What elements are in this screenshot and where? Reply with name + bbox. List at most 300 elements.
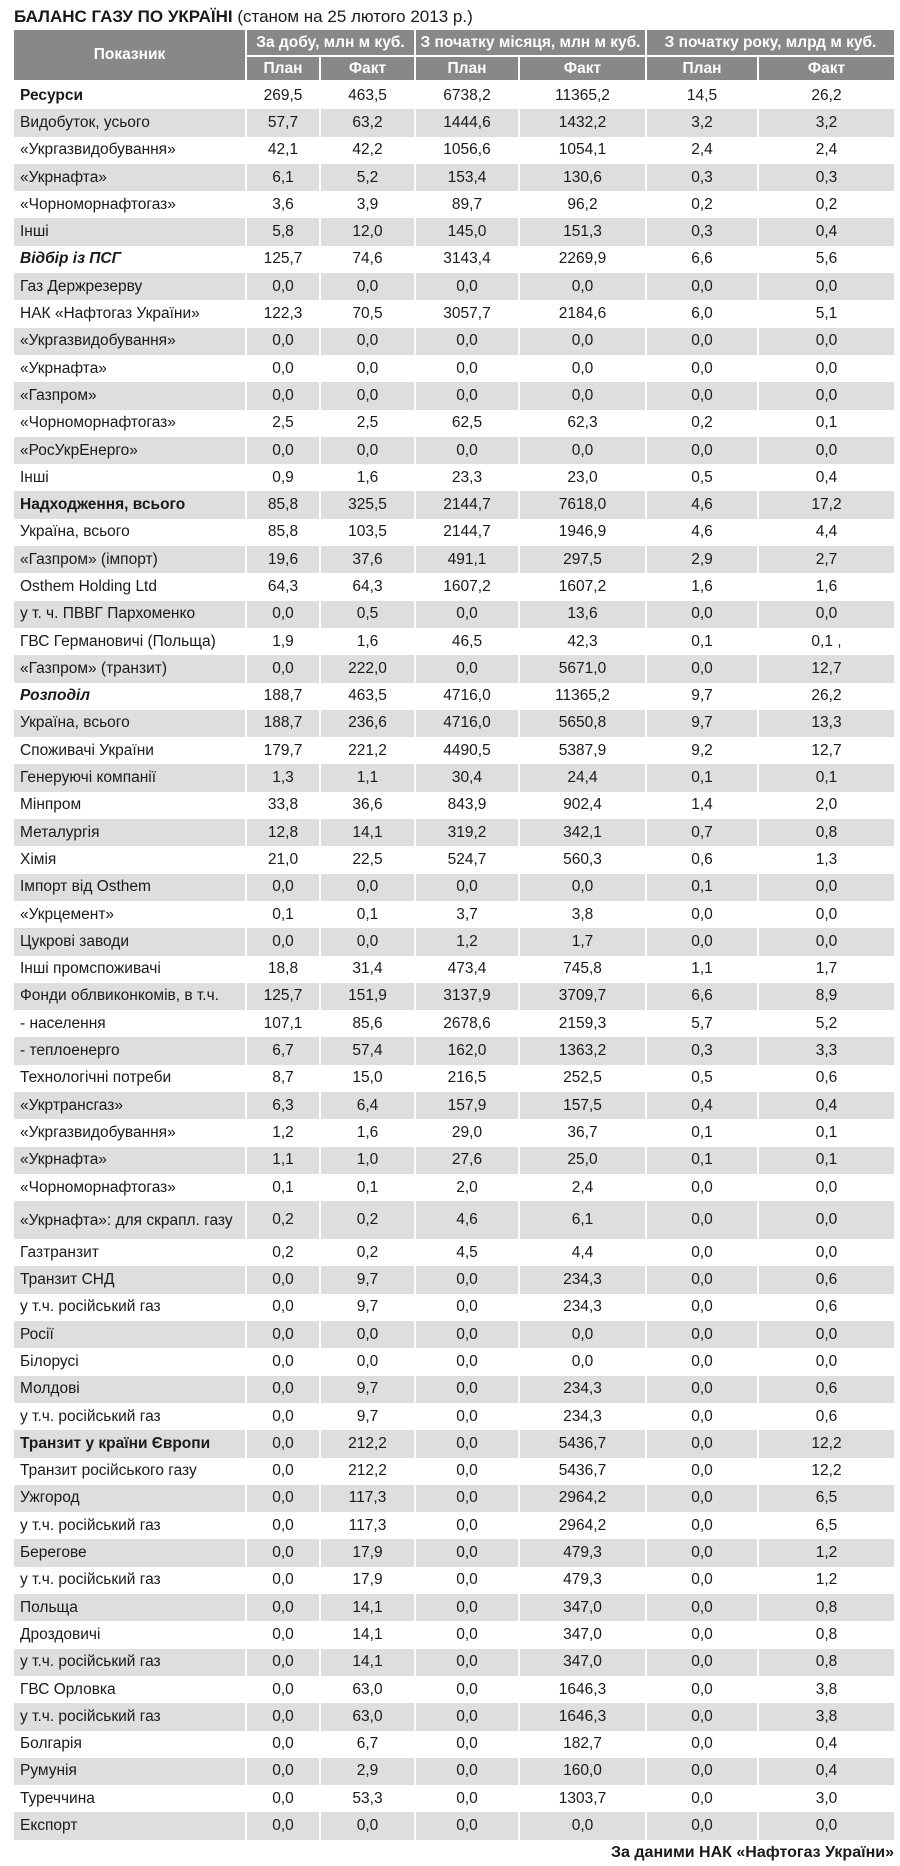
cell-year-plan: 0,0 bbox=[646, 1758, 758, 1785]
table-row bbox=[14, 956, 894, 983]
cell-year-fact: 0,0 bbox=[758, 1201, 894, 1239]
table-row bbox=[14, 737, 894, 764]
cell-month-fact: 2,4 bbox=[519, 1174, 646, 1201]
cell-day-fact: 222,0 bbox=[320, 655, 415, 682]
cell-month-plan: 89,7 bbox=[415, 191, 519, 218]
cell-month-fact: 0,0 bbox=[519, 874, 646, 901]
cell-day-fact: 64,3 bbox=[320, 573, 415, 600]
cell-month-plan: 1444,6 bbox=[415, 109, 519, 136]
table-body bbox=[14, 81, 894, 1840]
cell-month-plan: 1056,6 bbox=[415, 137, 519, 164]
cell-day-plan: 3,6 bbox=[246, 191, 320, 218]
cell-day-fact: 12,0 bbox=[320, 218, 415, 245]
cell-day-plan: 8,7 bbox=[246, 1065, 320, 1092]
cell-month-plan: 0,0 bbox=[415, 1430, 519, 1457]
cell-month-plan: 319,2 bbox=[415, 819, 519, 846]
cell-year-plan: 6,6 bbox=[646, 246, 758, 273]
cell-month-plan: 843,9 bbox=[415, 792, 519, 819]
row-label: Технологічні потреби bbox=[14, 1065, 246, 1092]
cell-month-plan: 0,0 bbox=[415, 1676, 519, 1703]
table-row bbox=[14, 1594, 894, 1621]
cell-day-plan: 64,3 bbox=[246, 573, 320, 600]
cell-month-fact: 5387,9 bbox=[519, 737, 646, 764]
cell-day-plan: 0,2 bbox=[246, 1201, 320, 1239]
cell-day-plan: 0,0 bbox=[246, 1485, 320, 1512]
cell-day-plan: 6,7 bbox=[246, 1037, 320, 1064]
cell-day-plan: 188,7 bbox=[246, 710, 320, 737]
cell-year-plan: 0,0 bbox=[646, 655, 758, 682]
table-row bbox=[14, 1731, 894, 1758]
cell-day-fact: 151,9 bbox=[320, 983, 415, 1010]
cell-month-fact: 252,5 bbox=[519, 1065, 646, 1092]
cell-month-fact: 745,8 bbox=[519, 956, 646, 983]
table-row bbox=[14, 382, 894, 409]
cell-month-fact: 157,5 bbox=[519, 1092, 646, 1119]
cell-month-fact: 5650,8 bbox=[519, 710, 646, 737]
cell-month-fact: 182,7 bbox=[519, 1731, 646, 1758]
cell-year-plan: 0,0 bbox=[646, 1812, 758, 1839]
table-row bbox=[14, 246, 894, 273]
cell-year-plan: 4,6 bbox=[646, 491, 758, 518]
cell-year-plan: 0,0 bbox=[646, 1703, 758, 1730]
cell-day-fact: 0,2 bbox=[320, 1201, 415, 1239]
cell-year-plan: 0,0 bbox=[646, 1239, 758, 1266]
cell-year-fact: 1,2 bbox=[758, 1567, 894, 1594]
cell-month-fact: 234,3 bbox=[519, 1294, 646, 1321]
cell-day-plan: 19,6 bbox=[246, 546, 320, 573]
cell-year-plan: 0,0 bbox=[646, 355, 758, 382]
cell-year-plan: 4,6 bbox=[646, 519, 758, 546]
row-label: «Укргазвидобування» bbox=[14, 1119, 246, 1146]
cell-day-plan: 125,7 bbox=[246, 983, 320, 1010]
cell-year-plan: 0,2 bbox=[646, 191, 758, 218]
cell-day-plan: 2,5 bbox=[246, 410, 320, 437]
cell-day-fact: 0,0 bbox=[320, 273, 415, 300]
cell-month-fact: 347,0 bbox=[519, 1594, 646, 1621]
cell-year-fact: 0,0 bbox=[758, 1812, 894, 1839]
cell-day-fact: 14,1 bbox=[320, 819, 415, 846]
cell-month-plan: 0,0 bbox=[415, 1485, 519, 1512]
table-row bbox=[14, 1458, 894, 1485]
table-row bbox=[14, 164, 894, 191]
cell-year-fact: 2,4 bbox=[758, 137, 894, 164]
cell-year-fact: 0,3 bbox=[758, 164, 894, 191]
row-label: Україна, всього bbox=[14, 519, 246, 546]
cell-day-fact: 2,5 bbox=[320, 410, 415, 437]
cell-month-plan: 0,0 bbox=[415, 273, 519, 300]
table-row bbox=[14, 901, 894, 928]
cell-year-fact: 3,2 bbox=[758, 109, 894, 136]
cell-month-plan: 0,0 bbox=[415, 1294, 519, 1321]
cell-month-plan: 0,0 bbox=[415, 601, 519, 628]
cell-day-plan: 0,0 bbox=[246, 1321, 320, 1348]
cell-year-plan: 1,6 bbox=[646, 573, 758, 600]
cell-year-fact: 0,2 bbox=[758, 191, 894, 218]
cell-day-fact: 5,2 bbox=[320, 164, 415, 191]
cell-month-plan: 62,5 bbox=[415, 410, 519, 437]
cell-month-plan: 0,0 bbox=[415, 1458, 519, 1485]
row-label: Ресурси bbox=[14, 81, 246, 109]
cell-year-fact: 12,7 bbox=[758, 655, 894, 682]
cell-year-fact: 0,1 , bbox=[758, 628, 894, 655]
cell-month-plan: 27,6 bbox=[415, 1147, 519, 1174]
cell-year-fact: 0,0 bbox=[758, 874, 894, 901]
row-label: Туреччина bbox=[14, 1785, 246, 1812]
cell-year-plan: 0,6 bbox=[646, 846, 758, 873]
row-label: Ужгород bbox=[14, 1485, 246, 1512]
cell-year-fact: 6,5 bbox=[758, 1485, 894, 1512]
row-label: Імпорт від Osthem bbox=[14, 874, 246, 901]
cell-month-plan: 157,9 bbox=[415, 1092, 519, 1119]
header-fact: Факт bbox=[320, 56, 415, 81]
cell-month-fact: 96,2 bbox=[519, 191, 646, 218]
cell-month-fact: 479,3 bbox=[519, 1567, 646, 1594]
row-label: Інші промспоживачі bbox=[14, 956, 246, 983]
table-row bbox=[14, 1539, 894, 1566]
cell-day-plan: 0,0 bbox=[246, 1348, 320, 1375]
cell-year-plan: 0,0 bbox=[646, 382, 758, 409]
cell-day-fact: 6,7 bbox=[320, 1731, 415, 1758]
table-row bbox=[14, 191, 894, 218]
cell-month-plan: 0,0 bbox=[415, 355, 519, 382]
cell-day-plan: 0,1 bbox=[246, 1174, 320, 1201]
cell-month-plan: 0,0 bbox=[415, 1621, 519, 1648]
row-label: «Чорноморнафтогаз» bbox=[14, 1174, 246, 1201]
row-label: Споживачі України bbox=[14, 737, 246, 764]
cell-month-fact: 560,3 bbox=[519, 846, 646, 873]
cell-day-fact: 37,6 bbox=[320, 546, 415, 573]
cell-year-fact: 0,0 bbox=[758, 273, 894, 300]
cell-day-fact: 14,1 bbox=[320, 1594, 415, 1621]
cell-year-fact: 0,0 bbox=[758, 1321, 894, 1348]
cell-month-fact: 13,6 bbox=[519, 601, 646, 628]
table-row bbox=[14, 628, 894, 655]
cell-month-plan: 6738,2 bbox=[415, 81, 519, 109]
cell-day-fact: 57,4 bbox=[320, 1037, 415, 1064]
row-label: ГВС Германовичі (Польща) bbox=[14, 628, 246, 655]
row-label: «Чорноморнафтогаз» bbox=[14, 410, 246, 437]
header-plan: План bbox=[246, 56, 320, 81]
table-row bbox=[14, 109, 894, 136]
cell-year-fact: 1,7 bbox=[758, 956, 894, 983]
cell-day-plan: 6,1 bbox=[246, 164, 320, 191]
cell-day-plan: 0,0 bbox=[246, 874, 320, 901]
table-row bbox=[14, 1703, 894, 1730]
cell-year-fact: 0,6 bbox=[758, 1294, 894, 1321]
cell-day-plan: 269,5 bbox=[246, 81, 320, 109]
cell-day-plan: 0,0 bbox=[246, 1512, 320, 1539]
cell-year-plan: 0,0 bbox=[646, 1567, 758, 1594]
cell-month-fact: 1054,1 bbox=[519, 137, 646, 164]
cell-month-plan: 0,0 bbox=[415, 1266, 519, 1293]
cell-month-plan: 473,4 bbox=[415, 956, 519, 983]
cell-month-fact: 0,0 bbox=[519, 1812, 646, 1839]
cell-day-fact: 6,4 bbox=[320, 1092, 415, 1119]
header-group-month: З початку місяця, млн м куб. bbox=[415, 30, 646, 56]
cell-day-plan: 0,0 bbox=[246, 1676, 320, 1703]
cell-month-plan: 491,1 bbox=[415, 546, 519, 573]
cell-year-fact: 5,2 bbox=[758, 1010, 894, 1037]
cell-year-plan: 14,5 bbox=[646, 81, 758, 109]
cell-month-plan: 0,0 bbox=[415, 1321, 519, 1348]
table-row bbox=[14, 437, 894, 464]
table-row bbox=[14, 874, 894, 901]
cell-day-fact: 85,6 bbox=[320, 1010, 415, 1037]
cell-day-fact: 117,3 bbox=[320, 1512, 415, 1539]
cell-day-fact: 31,4 bbox=[320, 956, 415, 983]
cell-month-fact: 234,3 bbox=[519, 1376, 646, 1403]
cell-day-fact: 221,2 bbox=[320, 737, 415, 764]
cell-day-fact: 1,0 bbox=[320, 1147, 415, 1174]
cell-day-plan: 1,1 bbox=[246, 1147, 320, 1174]
row-label: Газтранзит bbox=[14, 1239, 246, 1266]
cell-month-plan: 4716,0 bbox=[415, 710, 519, 737]
cell-year-fact: 0,1 bbox=[758, 410, 894, 437]
row-label: Експорт bbox=[14, 1812, 246, 1839]
cell-day-fact: 0,0 bbox=[320, 382, 415, 409]
cell-year-plan: 0,7 bbox=[646, 819, 758, 846]
cell-day-plan: 21,0 bbox=[246, 846, 320, 873]
cell-month-fact: 0,0 bbox=[519, 1348, 646, 1375]
gas-balance-table bbox=[14, 30, 894, 1840]
cell-day-fact: 9,7 bbox=[320, 1294, 415, 1321]
row-label: у т.ч. російський газ bbox=[14, 1512, 246, 1539]
table-row bbox=[14, 764, 894, 791]
cell-day-plan: 0,0 bbox=[246, 1621, 320, 1648]
cell-year-fact: 0,8 bbox=[758, 819, 894, 846]
cell-day-plan: 0,1 bbox=[246, 901, 320, 928]
cell-year-fact: 12,7 bbox=[758, 737, 894, 764]
cell-day-plan: 0,0 bbox=[246, 437, 320, 464]
cell-month-fact: 0,0 bbox=[519, 382, 646, 409]
cell-month-plan: 4,6 bbox=[415, 1201, 519, 1239]
row-label: НАК «Нафтогаз України» bbox=[14, 300, 246, 327]
cell-month-fact: 24,4 bbox=[519, 764, 646, 791]
cell-year-fact: 3,8 bbox=[758, 1676, 894, 1703]
cell-year-plan: 0,0 bbox=[646, 1539, 758, 1566]
cell-month-fact: 2269,9 bbox=[519, 246, 646, 273]
cell-year-fact: 0,0 bbox=[758, 382, 894, 409]
header-group-year: З початку року, млрд м куб. bbox=[646, 30, 894, 56]
cell-month-plan: 0,0 bbox=[415, 1403, 519, 1430]
cell-day-fact: 0,0 bbox=[320, 1321, 415, 1348]
cell-day-fact: 103,5 bbox=[320, 519, 415, 546]
cell-year-fact: 0,1 bbox=[758, 1147, 894, 1174]
title-main: БАЛАНС ГАЗУ ПО УКРАЇНІ bbox=[14, 7, 233, 26]
row-label: у т.ч. російський газ bbox=[14, 1403, 246, 1430]
cell-year-plan: 0,0 bbox=[646, 1458, 758, 1485]
cell-day-plan: 33,8 bbox=[246, 792, 320, 819]
cell-month-plan: 0,0 bbox=[415, 437, 519, 464]
cell-year-fact: 0,0 bbox=[758, 601, 894, 628]
cell-month-plan: 0,0 bbox=[415, 1594, 519, 1621]
cell-day-fact: 1,6 bbox=[320, 1119, 415, 1146]
row-label: Транзит російського газу bbox=[14, 1458, 246, 1485]
cell-year-fact: 5,1 bbox=[758, 300, 894, 327]
cell-year-fact: 3,8 bbox=[758, 1703, 894, 1730]
cell-year-plan: 0,1 bbox=[646, 874, 758, 901]
cell-day-fact: 463,5 bbox=[320, 81, 415, 109]
cell-day-plan: 0,0 bbox=[246, 328, 320, 355]
row-label: ГВС Орловка bbox=[14, 1676, 246, 1703]
cell-year-fact: 0,0 bbox=[758, 928, 894, 955]
cell-day-fact: 0,0 bbox=[320, 328, 415, 355]
cell-month-plan: 30,4 bbox=[415, 764, 519, 791]
cell-month-plan: 0,0 bbox=[415, 1376, 519, 1403]
cell-year-fact: 0,0 bbox=[758, 901, 894, 928]
cell-month-fact: 4,4 bbox=[519, 1239, 646, 1266]
cell-year-fact: 1,2 bbox=[758, 1539, 894, 1566]
row-label: Надходження, всього bbox=[14, 491, 246, 518]
cell-day-fact: 212,2 bbox=[320, 1430, 415, 1457]
cell-year-fact: 17,2 bbox=[758, 491, 894, 518]
cell-month-plan: 0,0 bbox=[415, 1512, 519, 1539]
cell-year-fact: 0,4 bbox=[758, 1731, 894, 1758]
cell-month-plan: 0,0 bbox=[415, 1539, 519, 1566]
cell-year-fact: 0,0 bbox=[758, 1174, 894, 1201]
cell-day-fact: 0,1 bbox=[320, 901, 415, 928]
row-label: Польща bbox=[14, 1594, 246, 1621]
row-label: «Укргазвидобування» bbox=[14, 137, 246, 164]
row-label: «Газпром» (імпорт) bbox=[14, 546, 246, 573]
cell-day-plan: 0,0 bbox=[246, 1594, 320, 1621]
table-row bbox=[14, 1812, 894, 1839]
cell-month-plan: 0,0 bbox=[415, 1812, 519, 1839]
cell-month-plan: 524,7 bbox=[415, 846, 519, 873]
cell-year-plan: 0,1 bbox=[646, 628, 758, 655]
cell-year-plan: 0,0 bbox=[646, 1348, 758, 1375]
cell-year-plan: 0,3 bbox=[646, 218, 758, 245]
cell-month-plan: 145,0 bbox=[415, 218, 519, 245]
cell-day-plan: 0,0 bbox=[246, 273, 320, 300]
cell-year-fact: 1,3 bbox=[758, 846, 894, 873]
cell-day-plan: 0,0 bbox=[246, 1294, 320, 1321]
cell-year-plan: 0,1 bbox=[646, 764, 758, 791]
cell-year-plan: 0,0 bbox=[646, 1512, 758, 1539]
table-row bbox=[14, 273, 894, 300]
cell-month-plan: 162,0 bbox=[415, 1037, 519, 1064]
row-label: «Газпром» bbox=[14, 382, 246, 409]
cell-year-fact: 0,0 bbox=[758, 1239, 894, 1266]
cell-month-plan: 29,0 bbox=[415, 1119, 519, 1146]
cell-year-plan: 0,0 bbox=[646, 928, 758, 955]
cell-year-fact: 1,6 bbox=[758, 573, 894, 600]
cell-year-plan: 0,0 bbox=[646, 1294, 758, 1321]
page-title bbox=[14, 6, 473, 28]
cell-month-plan: 0,0 bbox=[415, 1567, 519, 1594]
cell-year-plan: 0,4 bbox=[646, 1092, 758, 1119]
cell-year-plan: 0,0 bbox=[646, 1376, 758, 1403]
cell-day-plan: 5,8 bbox=[246, 218, 320, 245]
cell-month-plan: 0,0 bbox=[415, 655, 519, 682]
header-plan: План bbox=[415, 56, 519, 81]
cell-day-plan: 0,0 bbox=[246, 928, 320, 955]
cell-year-plan: 1,4 bbox=[646, 792, 758, 819]
cell-day-plan: 0,0 bbox=[246, 382, 320, 409]
cell-day-plan: 0,9 bbox=[246, 464, 320, 491]
cell-month-plan: 23,3 bbox=[415, 464, 519, 491]
cell-day-fact: 0,0 bbox=[320, 1812, 415, 1839]
cell-year-plan: 0,0 bbox=[646, 1785, 758, 1812]
table-row bbox=[14, 928, 894, 955]
cell-year-fact: 0,8 bbox=[758, 1621, 894, 1648]
cell-day-plan: 12,8 bbox=[246, 819, 320, 846]
cell-year-fact: 26,2 bbox=[758, 81, 894, 109]
cell-year-fact: 26,2 bbox=[758, 683, 894, 710]
cell-day-plan: 1,3 bbox=[246, 764, 320, 791]
cell-day-plan: 57,7 bbox=[246, 109, 320, 136]
cell-day-fact: 325,5 bbox=[320, 491, 415, 518]
cell-month-plan: 0,0 bbox=[415, 382, 519, 409]
cell-year-fact: 6,5 bbox=[758, 1512, 894, 1539]
cell-day-fact: 17,9 bbox=[320, 1567, 415, 1594]
cell-month-plan: 0,0 bbox=[415, 1348, 519, 1375]
cell-year-fact: 0,0 bbox=[758, 355, 894, 382]
cell-month-fact: 151,3 bbox=[519, 218, 646, 245]
cell-year-fact: 12,2 bbox=[758, 1458, 894, 1485]
row-label: Інші bbox=[14, 218, 246, 245]
cell-day-fact: 63,0 bbox=[320, 1676, 415, 1703]
cell-year-fact: 4,4 bbox=[758, 519, 894, 546]
row-label: «Укрцемент» bbox=[14, 901, 246, 928]
header-fact: Факт bbox=[519, 56, 646, 81]
cell-day-plan: 0,0 bbox=[246, 1430, 320, 1457]
cell-month-plan: 216,5 bbox=[415, 1065, 519, 1092]
cell-year-plan: 0,3 bbox=[646, 164, 758, 191]
cell-month-fact: 347,0 bbox=[519, 1649, 646, 1676]
cell-year-plan: 0,0 bbox=[646, 1649, 758, 1676]
table-row bbox=[14, 1348, 894, 1375]
table-row bbox=[14, 601, 894, 628]
cell-day-fact: 1,6 bbox=[320, 464, 415, 491]
cell-month-plan: 0,0 bbox=[415, 1703, 519, 1730]
cell-day-plan: 42,1 bbox=[246, 137, 320, 164]
cell-day-plan: 1,2 bbox=[246, 1119, 320, 1146]
cell-year-plan: 2,9 bbox=[646, 546, 758, 573]
table-row bbox=[14, 819, 894, 846]
cell-year-plan: 0,0 bbox=[646, 1621, 758, 1648]
table-row bbox=[14, 1010, 894, 1037]
cell-year-plan: 0,0 bbox=[646, 1676, 758, 1703]
cell-year-plan: 6,6 bbox=[646, 983, 758, 1010]
table-row bbox=[14, 846, 894, 873]
cell-year-plan: 0,5 bbox=[646, 464, 758, 491]
cell-month-fact: 5436,7 bbox=[519, 1430, 646, 1457]
table-row bbox=[14, 1621, 894, 1648]
cell-year-fact: 0,0 bbox=[758, 437, 894, 464]
row-label: Румунія bbox=[14, 1758, 246, 1785]
table-row bbox=[14, 1403, 894, 1430]
table-row bbox=[14, 1376, 894, 1403]
row-label: Видобуток, усього bbox=[14, 109, 246, 136]
cell-day-plan: 0,0 bbox=[246, 655, 320, 682]
cell-day-plan: 0,0 bbox=[246, 1758, 320, 1785]
cell-month-plan: 1607,2 bbox=[415, 573, 519, 600]
cell-day-plan: 0,0 bbox=[246, 1649, 320, 1676]
cell-month-fact: 347,0 bbox=[519, 1621, 646, 1648]
cell-month-plan: 3143,4 bbox=[415, 246, 519, 273]
cell-day-fact: 9,7 bbox=[320, 1403, 415, 1430]
row-label: «Чорноморнафтогаз» bbox=[14, 191, 246, 218]
row-label: «Укртрансгаз» bbox=[14, 1092, 246, 1119]
table-row bbox=[14, 1676, 894, 1703]
table-row bbox=[14, 1512, 894, 1539]
cell-month-plan: 3057,7 bbox=[415, 300, 519, 327]
table-row bbox=[14, 328, 894, 355]
row-label: Генеруючі компанії bbox=[14, 764, 246, 791]
cell-month-plan: 153,4 bbox=[415, 164, 519, 191]
row-label: Росії bbox=[14, 1321, 246, 1348]
